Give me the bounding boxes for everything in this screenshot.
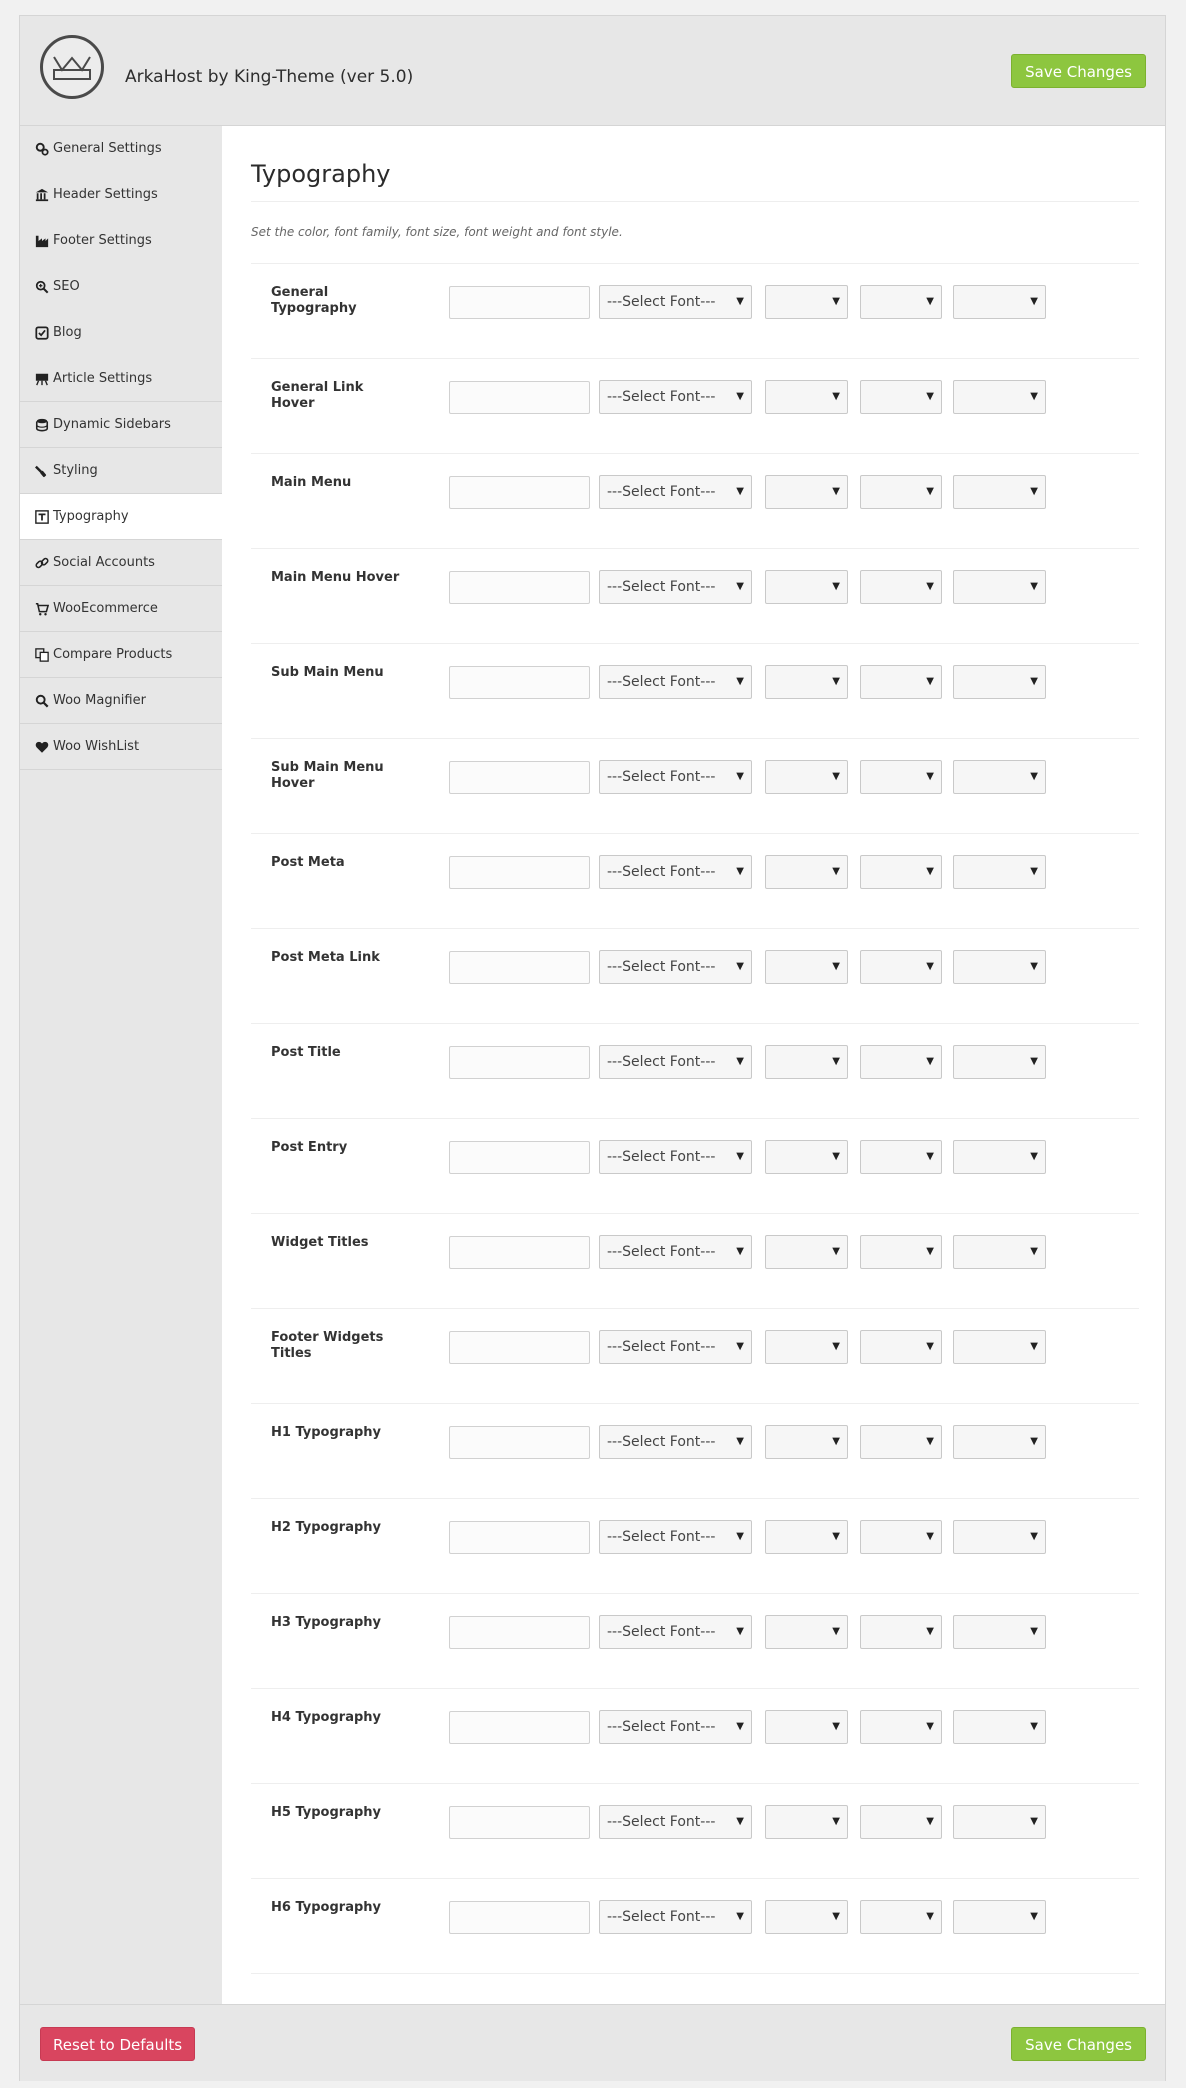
dropdown-arrow-icon: ▼	[1030, 296, 1038, 307]
font-style-select[interactable]	[953, 1045, 1046, 1079]
row-label: Main Menu	[271, 475, 352, 490]
row-label: H5 Typography	[271, 1805, 382, 1820]
select-value: ---Select Font---	[607, 579, 716, 595]
dropdown-arrow-icon: ▼	[1030, 486, 1038, 497]
dropdown-arrow-icon: ▼	[1030, 1911, 1038, 1922]
font-weight-select[interactable]	[860, 855, 942, 889]
typography-row	[251, 1404, 1139, 1499]
sidebar-item-typography[interactable]	[20, 494, 222, 540]
dropdown-arrow-icon: ▼	[832, 1341, 840, 1352]
font-family-select[interactable]	[599, 1045, 752, 1079]
dropdown-arrow-icon: ▼	[832, 486, 840, 497]
sidebar-item-article-settings[interactable]	[20, 356, 222, 402]
font-size-select[interactable]	[765, 1520, 848, 1554]
font-style-select[interactable]	[953, 285, 1046, 319]
font-size-select[interactable]	[765, 950, 848, 984]
dropdown-arrow-icon: ▼	[926, 1721, 934, 1732]
sidebar-item-footer-settings[interactable]	[20, 218, 222, 264]
sidebar-item-wooecommerce[interactable]	[20, 586, 222, 632]
check-square-icon	[34, 325, 49, 340]
sidebar-item-label: Styling	[53, 463, 98, 478]
font-weight-select[interactable]	[860, 1045, 942, 1079]
row-label: General Link Hover	[271, 380, 364, 411]
sidebar-item-label: General Settings	[53, 141, 162, 156]
color-input[interactable]	[449, 571, 590, 604]
panel-header	[20, 16, 1165, 126]
dropdown-arrow-icon: ▼	[926, 1436, 934, 1447]
row-label: H6 Typography	[271, 1900, 382, 1915]
dropdown-arrow-icon: ▼	[1030, 1531, 1038, 1542]
font-family-select[interactable]	[599, 475, 752, 509]
dropdown-arrow-icon: ▼	[736, 391, 744, 402]
sidebar-item-dynamic-sidebars[interactable]	[20, 402, 222, 448]
font-size-select[interactable]	[765, 1235, 848, 1269]
font-size-select[interactable]	[765, 1900, 848, 1934]
sidebar-item-label: Blog	[53, 325, 82, 340]
row-label: Post Meta Link	[271, 950, 380, 965]
dropdown-arrow-icon: ▼	[736, 581, 744, 592]
industry-icon	[34, 233, 49, 248]
select-value: ---Select Font---	[607, 674, 716, 690]
font-weight-select[interactable]	[860, 1710, 942, 1744]
row-label: Sub Main Menu Hover	[271, 760, 384, 791]
font-style-select[interactable]	[953, 760, 1046, 794]
font-weight-select[interactable]	[860, 475, 942, 509]
dropdown-arrow-icon: ▼	[832, 961, 840, 972]
typography-row	[251, 1499, 1139, 1594]
font-size-select[interactable]	[765, 1140, 848, 1174]
row-label: H1 Typography	[271, 1425, 382, 1440]
sidebar-item-woo-magnifier[interactable]	[20, 678, 222, 724]
dropdown-arrow-icon: ▼	[926, 1056, 934, 1067]
font-family-select[interactable]	[599, 1615, 752, 1649]
typography-row	[251, 454, 1139, 549]
dropdown-arrow-icon: ▼	[926, 1531, 934, 1542]
font-weight-select[interactable]	[860, 1520, 942, 1554]
select-value: ---Select Font---	[607, 1529, 716, 1545]
reset-defaults-button[interactable]: Reset to Defaults	[40, 2027, 195, 2061]
crown-logo-icon	[40, 35, 104, 99]
dropdown-arrow-icon: ▼	[832, 866, 840, 877]
panel-footer	[20, 2004, 1165, 2081]
font-size-select[interactable]	[765, 1615, 848, 1649]
dropdown-arrow-icon: ▼	[832, 771, 840, 782]
font-weight-select[interactable]	[860, 1425, 942, 1459]
sidebar-item-label: WooEcommerce	[53, 601, 158, 616]
dropdown-arrow-icon: ▼	[736, 961, 744, 972]
sidebar-item-label: Article Settings	[53, 371, 153, 386]
row-label: Post Entry	[271, 1140, 348, 1155]
sidebar	[20, 126, 222, 2004]
settings-panel	[19, 15, 1166, 2081]
dropdown-arrow-icon: ▼	[736, 1056, 744, 1067]
sidebar-item-label: Header Settings	[53, 187, 158, 202]
select-value: ---Select Font---	[607, 389, 716, 405]
font-weight-select[interactable]	[860, 1615, 942, 1649]
dropdown-arrow-icon: ▼	[1030, 581, 1038, 592]
dropdown-arrow-icon: ▼	[832, 1246, 840, 1257]
font-style-select[interactable]	[953, 665, 1046, 699]
font-style-select[interactable]	[953, 570, 1046, 604]
color-input[interactable]	[449, 1331, 590, 1364]
font-weight-select[interactable]	[860, 665, 942, 699]
dropdown-arrow-icon: ▼	[926, 1816, 934, 1827]
dropdown-arrow-icon: ▼	[832, 1721, 840, 1732]
dropdown-arrow-icon: ▼	[926, 1246, 934, 1257]
main-content	[222, 126, 1165, 2004]
dropdown-arrow-icon: ▼	[736, 1626, 744, 1637]
color-input[interactable]	[449, 1426, 590, 1459]
typography-row	[251, 1024, 1139, 1119]
color-input[interactable]	[449, 1901, 590, 1934]
row-label: Main Menu Hover	[271, 570, 400, 585]
dropdown-arrow-icon: ▼	[832, 296, 840, 307]
dropdown-arrow-icon: ▼	[926, 1911, 934, 1922]
typography-row	[251, 1594, 1139, 1689]
cart-icon	[34, 601, 49, 616]
typography-row	[251, 1309, 1139, 1404]
font-weight-select[interactable]	[860, 285, 942, 319]
dropdown-arrow-icon: ▼	[832, 1911, 840, 1922]
dropdown-arrow-icon: ▼	[736, 1151, 744, 1162]
color-input[interactable]	[449, 1521, 590, 1554]
dropdown-arrow-icon: ▼	[926, 771, 934, 782]
font-size-select[interactable]	[765, 380, 848, 414]
font-size-select[interactable]	[765, 1425, 848, 1459]
typography-row	[251, 834, 1139, 929]
dropdown-arrow-icon: ▼	[926, 961, 934, 972]
select-value: ---Select Font---	[607, 959, 716, 975]
sidebar-item-styling[interactable]	[20, 448, 222, 494]
font-style-select[interactable]	[953, 1710, 1046, 1744]
select-value: ---Select Font---	[607, 1244, 716, 1260]
typography-row	[251, 1119, 1139, 1214]
font-family-select[interactable]	[599, 665, 752, 699]
typography-row	[251, 549, 1139, 644]
sidebar-item-label: Compare Products	[53, 647, 173, 662]
font-style-select[interactable]	[953, 855, 1046, 889]
select-value: ---Select Font---	[607, 1434, 716, 1450]
typography-row	[251, 929, 1139, 1024]
font-weight-select[interactable]	[860, 380, 942, 414]
dropdown-arrow-icon: ▼	[926, 1341, 934, 1352]
font-style-select[interactable]	[953, 950, 1046, 984]
dropdown-arrow-icon: ▼	[832, 1816, 840, 1827]
dropdown-arrow-icon: ▼	[1030, 1151, 1038, 1162]
typography-row	[251, 264, 1139, 359]
row-label: Post Title	[271, 1045, 341, 1060]
dropdown-arrow-icon: ▼	[1030, 1341, 1038, 1352]
dropdown-arrow-icon: ▼	[1030, 391, 1038, 402]
dropdown-arrow-icon: ▼	[926, 581, 934, 592]
font-style-select[interactable]	[953, 475, 1046, 509]
sidebar-item-social-accounts[interactable]	[20, 540, 222, 586]
font-style-select[interactable]	[953, 1330, 1046, 1364]
font-style-select[interactable]	[953, 1520, 1046, 1554]
typography-row	[251, 739, 1139, 834]
search-icon	[34, 693, 49, 708]
color-input[interactable]	[449, 856, 590, 889]
color-input[interactable]	[449, 1236, 590, 1269]
font-style-select[interactable]	[953, 1235, 1046, 1269]
save-button-bottom[interactable]: Save Changes	[1011, 2027, 1146, 2061]
font-family-select[interactable]	[599, 1900, 752, 1934]
font-size-select[interactable]	[765, 760, 848, 794]
dropdown-arrow-icon: ▼	[736, 1721, 744, 1732]
font-size-select[interactable]	[765, 1710, 848, 1744]
font-weight-select[interactable]	[860, 950, 942, 984]
font-family-select[interactable]	[599, 855, 752, 889]
font-family-select[interactable]	[599, 1805, 752, 1839]
color-input[interactable]	[449, 476, 590, 509]
typography-row	[251, 1784, 1139, 1879]
color-input[interactable]	[449, 1141, 590, 1174]
font-style-select[interactable]	[953, 1140, 1046, 1174]
sidebar-item-label: Woo WishList	[53, 739, 140, 754]
color-input[interactable]	[449, 1806, 590, 1839]
font-weight-select[interactable]	[860, 1330, 942, 1364]
font-family-select[interactable]	[599, 1140, 752, 1174]
font-weight-select[interactable]	[860, 1140, 942, 1174]
font-family-select[interactable]	[599, 285, 752, 319]
font-size-select[interactable]	[765, 665, 848, 699]
font-style-select[interactable]	[953, 1425, 1046, 1459]
color-input[interactable]	[449, 951, 590, 984]
typography-row	[251, 1214, 1139, 1309]
bank-icon	[34, 187, 49, 202]
color-input[interactable]	[449, 286, 590, 319]
page-title: Typography	[251, 160, 391, 188]
font-weight-select[interactable]	[860, 1805, 942, 1839]
row-label: Widget Titles	[271, 1235, 369, 1250]
dropdown-arrow-icon: ▼	[1030, 676, 1038, 687]
copy-icon	[34, 647, 49, 662]
select-value: ---Select Font---	[607, 769, 716, 785]
font-family-select[interactable]	[599, 570, 752, 604]
sidebar-item-label: Woo Magnifier	[53, 693, 146, 708]
dropdown-arrow-icon: ▼	[926, 1151, 934, 1162]
row-label: Sub Main Menu	[271, 665, 384, 680]
font-size-select[interactable]	[765, 1805, 848, 1839]
dropdown-arrow-icon: ▼	[736, 1436, 744, 1447]
font-style-select[interactable]	[953, 1900, 1046, 1934]
font-family-select[interactable]	[599, 1235, 752, 1269]
dropdown-arrow-icon: ▼	[736, 866, 744, 877]
dropdown-arrow-icon: ▼	[1030, 1626, 1038, 1637]
typography-row	[251, 359, 1139, 454]
select-value: ---Select Font---	[607, 1719, 716, 1735]
dropdown-arrow-icon: ▼	[832, 391, 840, 402]
row-label: Footer Widgets Titles	[271, 1330, 384, 1361]
select-value: ---Select Font---	[607, 1624, 716, 1640]
brush-icon	[34, 463, 49, 478]
dropdown-arrow-icon: ▼	[736, 1911, 744, 1922]
text-icon	[34, 509, 49, 524]
dropdown-arrow-icon: ▼	[1030, 1436, 1038, 1447]
dropdown-arrow-icon: ▼	[1030, 961, 1038, 972]
font-size-select[interactable]	[765, 570, 848, 604]
font-size-select[interactable]	[765, 1330, 848, 1364]
dropdown-arrow-icon: ▼	[1030, 771, 1038, 782]
dropdown-arrow-icon: ▼	[736, 1816, 744, 1827]
dropdown-arrow-icon: ▼	[832, 1531, 840, 1542]
sidebar-item-header-settings[interactable]	[20, 172, 222, 218]
font-size-select[interactable]	[765, 855, 848, 889]
select-value: ---Select Font---	[607, 1909, 716, 1925]
sidebar-item-blog[interactable]	[20, 310, 222, 356]
font-style-select[interactable]	[953, 380, 1046, 414]
sidebar-item-label: SEO	[53, 279, 80, 294]
font-weight-select[interactable]	[860, 1900, 942, 1934]
font-family-select[interactable]	[599, 950, 752, 984]
typography-row	[251, 1689, 1139, 1784]
dropdown-arrow-icon: ▼	[832, 1151, 840, 1162]
dropdown-arrow-icon: ▼	[926, 486, 934, 497]
color-input[interactable]	[449, 1616, 590, 1649]
font-size-select[interactable]	[765, 1045, 848, 1079]
color-input[interactable]	[449, 761, 590, 794]
select-value: ---Select Font---	[607, 1054, 716, 1070]
select-value: ---Select Font---	[607, 1149, 716, 1165]
app-title: ArkaHost by King-Theme (ver 5.0)	[125, 67, 414, 87]
font-family-select[interactable]	[599, 1710, 752, 1744]
dropdown-arrow-icon: ▼	[736, 296, 744, 307]
dropdown-arrow-icon: ▼	[926, 391, 934, 402]
font-style-select[interactable]	[953, 1805, 1046, 1839]
select-value: ---Select Font---	[607, 1814, 716, 1830]
font-weight-select[interactable]	[860, 760, 942, 794]
row-label: H3 Typography	[271, 1615, 382, 1630]
row-label: Post Meta	[271, 855, 345, 870]
font-family-select[interactable]	[599, 1520, 752, 1554]
dropdown-arrow-icon: ▼	[736, 486, 744, 497]
sidebar-item-label: Footer Settings	[53, 233, 152, 248]
row-label: H4 Typography	[271, 1710, 382, 1725]
color-input[interactable]	[449, 1046, 590, 1079]
sidebar-item-label: Typography	[53, 509, 129, 524]
color-input[interactable]	[449, 1711, 590, 1744]
font-weight-select[interactable]	[860, 570, 942, 604]
dropdown-arrow-icon: ▼	[1030, 866, 1038, 877]
select-value: ---Select Font---	[607, 294, 716, 310]
heart-icon	[34, 739, 49, 754]
gears-icon	[34, 141, 49, 156]
dropdown-arrow-icon: ▼	[832, 1626, 840, 1637]
dropdown-arrow-icon: ▼	[736, 676, 744, 687]
sidebar-item-seo[interactable]	[20, 264, 222, 310]
font-family-select[interactable]	[599, 380, 752, 414]
color-input[interactable]	[449, 381, 590, 414]
select-value: ---Select Font---	[607, 484, 716, 500]
font-family-select[interactable]	[599, 760, 752, 794]
font-weight-select[interactable]	[860, 1235, 942, 1269]
typography-row	[251, 644, 1139, 739]
dropdown-arrow-icon: ▼	[736, 1531, 744, 1542]
dropdown-arrow-icon: ▼	[832, 676, 840, 687]
sidebar-item-label: Dynamic Sidebars	[53, 417, 171, 432]
dropdown-arrow-icon: ▼	[832, 581, 840, 592]
color-input[interactable]	[449, 666, 590, 699]
dropdown-arrow-icon: ▼	[1030, 1056, 1038, 1067]
dropdown-arrow-icon: ▼	[736, 1341, 744, 1352]
dropdown-arrow-icon: ▼	[926, 296, 934, 307]
search-plus-icon	[34, 279, 49, 294]
dropdown-arrow-icon: ▼	[1030, 1246, 1038, 1257]
sidebar-item-label: Social Accounts	[53, 555, 155, 570]
sidebar-item-woo-wishlist[interactable]	[20, 724, 222, 770]
row-label: General Typography	[271, 285, 357, 316]
font-family-select[interactable]	[599, 1425, 752, 1459]
select-value: ---Select Font---	[607, 864, 716, 880]
row-label: H2 Typography	[271, 1520, 382, 1535]
sidebar-item-compare-products[interactable]	[20, 632, 222, 678]
font-style-select[interactable]	[953, 1615, 1046, 1649]
dropdown-arrow-icon: ▼	[926, 1626, 934, 1637]
sidebar-item-general-settings[interactable]	[20, 126, 222, 172]
dropdown-arrow-icon: ▼	[736, 1246, 744, 1257]
save-button-top[interactable]: Save Changes	[1011, 54, 1146, 88]
title-divider	[251, 201, 1139, 202]
dropdown-arrow-icon: ▼	[736, 771, 744, 782]
dropdown-arrow-icon: ▼	[1030, 1816, 1038, 1827]
font-size-select[interactable]	[765, 285, 848, 319]
database-icon	[34, 417, 49, 432]
dropdown-arrow-icon: ▼	[832, 1436, 840, 1447]
dropdown-arrow-icon: ▼	[832, 1056, 840, 1067]
font-family-select[interactable]	[599, 1330, 752, 1364]
page-description: Set the color, font family, font size, font weight and font style.	[251, 225, 623, 239]
font-size-select[interactable]	[765, 475, 848, 509]
dropdown-arrow-icon: ▼	[926, 866, 934, 877]
dropdown-arrow-icon: ▼	[1030, 1721, 1038, 1732]
dropdown-arrow-icon: ▼	[926, 676, 934, 687]
typography-row	[251, 1879, 1139, 1974]
link-icon	[34, 555, 49, 570]
easel-icon	[34, 371, 49, 386]
select-value: ---Select Font---	[607, 1339, 716, 1355]
